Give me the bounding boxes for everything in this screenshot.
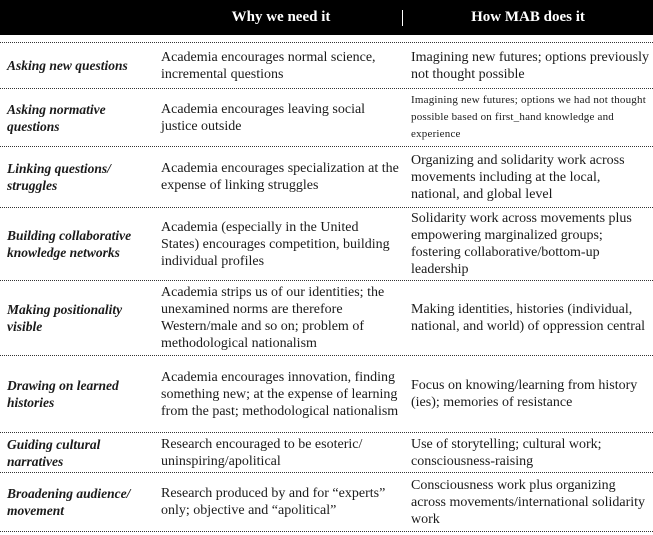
why-cell: Academia strips us of our identities; the unexamined norms are therefore Western/male and so on; problem of methodological nationalism (161, 285, 385, 351)
row-divider (0, 531, 653, 532)
how-cell: Focus on knowing/learning from history (ies); memories of resistance (411, 378, 638, 410)
row-label: Asking new questions (7, 58, 128, 73)
table-row (0, 43, 653, 88)
table-row (0, 473, 653, 531)
why-cell: Academia encourages normal science, incremental questions (161, 49, 376, 82)
row-label: Drawing on learned histories (7, 378, 119, 410)
why-cell: Academia (especially in the United States) encourages competition, building individual profiles (161, 219, 390, 269)
why-cell: Academia encourages leaving social justice outside (161, 101, 366, 134)
row-label: Broadening audience/ movement (7, 486, 131, 518)
header-how-mab-does-it: How MAB does it (471, 9, 585, 25)
how-cell: Consciousness work plus organizing across movements/international solidarity work (411, 477, 646, 527)
table-row (0, 147, 653, 207)
row-label: Asking normative questions (7, 101, 106, 134)
header-why-we-need-it: Why we need it (231, 9, 331, 25)
table-row (0, 208, 653, 280)
why-cell: Research encouraged to be esoteric/ uninspiring/apolitical (161, 436, 363, 469)
table-row (0, 281, 653, 355)
how-cell: Solidarity work across movements plus empowering marginalized groups; fostering collaborative/bottom-up leadership (411, 211, 632, 277)
how-cell: Organizing and solidarity work across movements including at the local, national, and global level (411, 152, 625, 202)
how-cell: Imagining new futures; options previously not thought possible (411, 49, 649, 82)
row-label: Making positionality visible (7, 302, 123, 334)
why-cell: Academia encourages innovation, finding something new; at the expense of learning from the past; methodological nationalism (161, 369, 399, 419)
why-cell: Academia encourages specialization at the expense of linking struggles (161, 161, 399, 193)
how-cell: Making identities, histories (individual, national, and world) of oppression central (411, 302, 646, 334)
how-cell: Imagining new futures; options we had not thought possible based on first_hand knowledge and experience (411, 94, 646, 140)
why-cell: Research produced by and for “experts” only; objective and “apolitical” (161, 486, 386, 518)
table-header (0, 0, 653, 35)
row-label: Guiding cultural narratives (7, 436, 101, 469)
table-row (0, 433, 653, 472)
table-row (0, 356, 653, 432)
row-label: Linking questions/ struggles (7, 161, 111, 193)
how-cell: Use of storytelling; cultural work; consciousness-raising (411, 436, 602, 469)
table-row (0, 89, 653, 146)
row-label: Building collaborative knowledge networks (7, 228, 132, 260)
